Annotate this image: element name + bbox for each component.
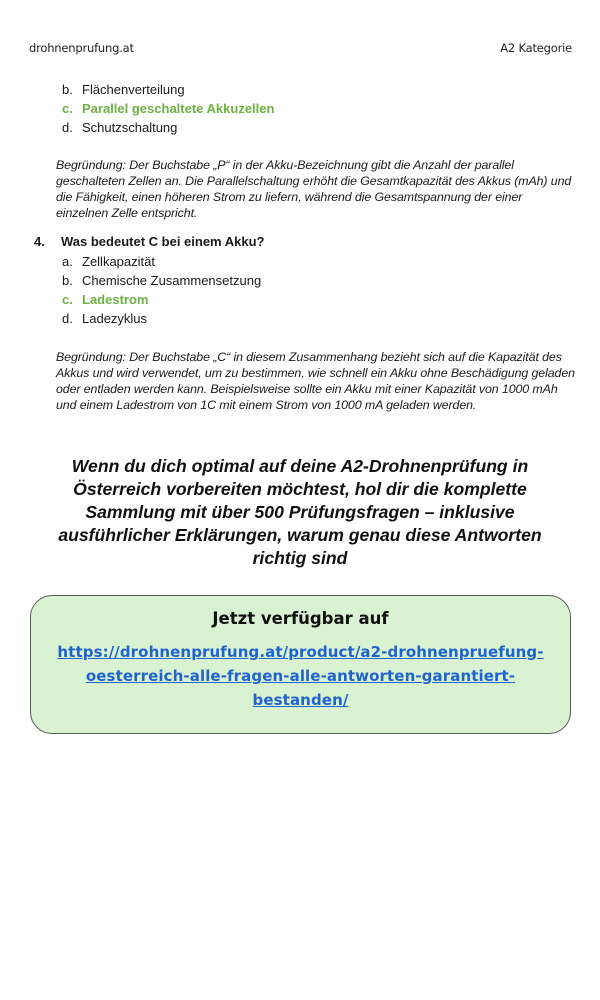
option-letter: d. xyxy=(62,120,73,135)
option-letter: b. xyxy=(62,273,73,288)
option-text: Chemische Zusammensetzung xyxy=(82,273,262,288)
product-link[interactable] xyxy=(41,640,561,712)
option-letter: a. xyxy=(62,254,73,269)
option-letter: c. xyxy=(62,292,73,307)
option-text: Parallel geschaltete Akkuzellen xyxy=(82,101,275,116)
product-link-line[interactable]: oesterreich-alle-fragen-alle-antworten-garantiert- xyxy=(85,667,516,685)
answer-option xyxy=(62,80,274,99)
header-category: A2 Kategorie xyxy=(500,41,572,55)
question-number: 4. xyxy=(34,234,45,249)
answer-option xyxy=(62,309,261,328)
question-4-title xyxy=(34,234,264,249)
option-text: Ladestrom xyxy=(82,292,149,307)
product-link-line[interactable]: https://drohnenprufung.at/product/a2-drohnenpruefung- xyxy=(57,643,544,661)
option-letter: c. xyxy=(62,101,73,116)
option-text: Schutzschaltung xyxy=(82,120,178,135)
answer-option-correct xyxy=(62,99,274,118)
option-letter: d. xyxy=(62,311,73,326)
question-4-options xyxy=(62,252,261,328)
question-3-explanation: Begründung: Der Buchstabe „P“ in der Akku-Bezeichnung gibt die Anzahl der parallel geschalteten Zellen an. Die Parallelschaltung erhöht die Gesamtkapazität des Akkus (mAh) und die Fähigkeit, einen höheren Strom zu liefern, während die Gesamtspannung der einer einzelnen Zelle entspricht. xyxy=(56,158,572,220)
answer-option-correct xyxy=(62,290,261,309)
question-3-options xyxy=(62,80,274,137)
question-text: Was bedeutet C bei einem Akku? xyxy=(61,234,265,249)
answer-option xyxy=(62,271,261,290)
cta-box xyxy=(30,595,571,734)
question-4-explanation: Begründung: Der Buchstabe „C“ in diesem Zusammenhang bezieht sich auf die Kapazität des Akkus und wird verwendet, um zu bestimmen, wie schnell ein Akku ohne Beschädigung geladen oder entladen werden kann. Beispielsweise sollte ein Akku mit einer Kapazität von 1000 mAh und einem Ladestrom von 1C mit einem Strom von 1000 mA geladen werden. xyxy=(56,350,575,412)
option-text: Ladezyklus xyxy=(82,311,148,326)
header-site-name: drohnenprufung.at xyxy=(29,41,134,55)
option-text: Flächenverteilung xyxy=(82,82,185,97)
promo-text: Wenn du dich optimal auf deine A2-Drohnenprüfung in Österreich vorbereiten möchtest, hol dir die komplette Sammlung mit über 500 Prüfungsfragen – inklusive ausführlicher Erklärungen, warum genau diese Antworten richtig sind xyxy=(58,456,542,568)
answer-option xyxy=(62,252,261,271)
option-text: Zellkapazität xyxy=(82,254,155,269)
option-letter: b. xyxy=(62,82,73,97)
product-link-line[interactable]: bestanden/ xyxy=(252,691,349,709)
cta-title: Jetzt verfügbar auf xyxy=(212,609,389,628)
answer-option xyxy=(62,118,274,137)
